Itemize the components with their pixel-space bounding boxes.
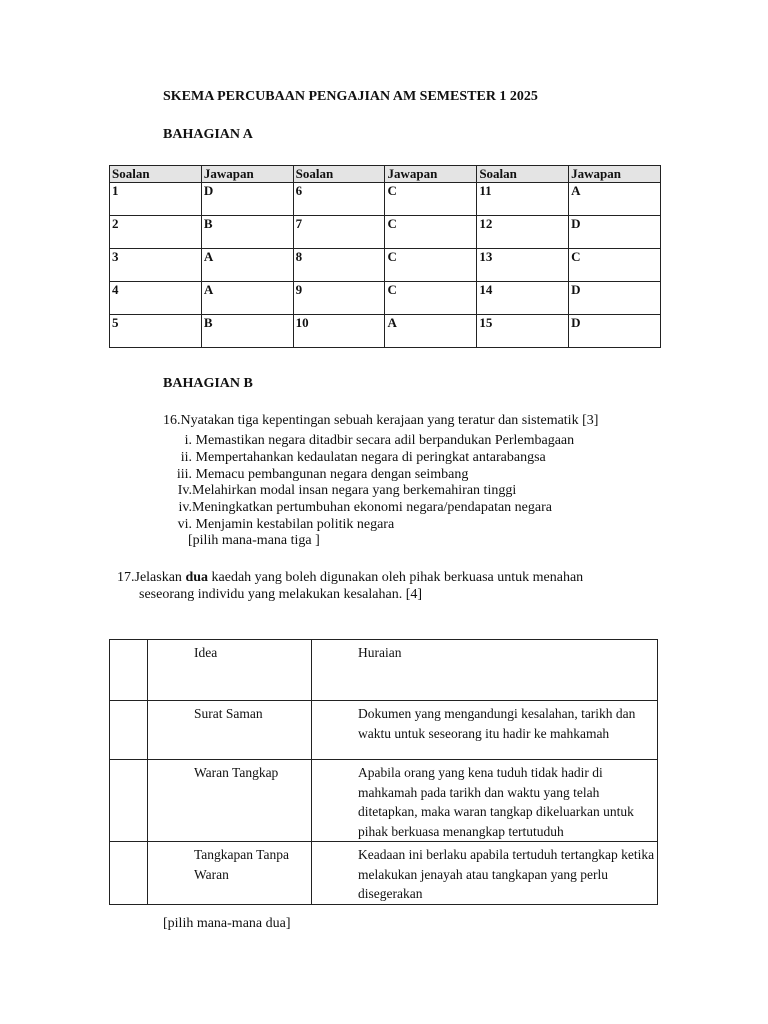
idea-cell: Surat Saman	[148, 701, 312, 760]
header-jawapan: Jawapan	[569, 166, 661, 183]
idea-cell: Waran Tangkap	[148, 760, 312, 842]
huraian-cell: Keadaan ini berlaku apabila tertuduh tertangkap ketika melakukan jenayah atau tangkapan yang perlu disegerakan	[312, 842, 658, 905]
page-title: SKEMA PERCUBAAN PENGAJIAN AM SEMESTER 1 2025	[163, 89, 538, 104]
table-row	[110, 315, 661, 348]
answer-letter: A	[201, 282, 293, 315]
table-row	[110, 842, 658, 905]
question-number: 11	[477, 183, 569, 216]
table-row	[110, 701, 658, 760]
header-soalan: Soalan	[477, 166, 569, 183]
list-item-number: iii.	[176, 466, 192, 482]
idea-huraian-table	[109, 639, 658, 905]
question-17-prefix: 17.Jelaskan	[117, 570, 186, 585]
question-number: 7	[293, 216, 385, 249]
question-number: 10	[293, 315, 385, 348]
question-17-note: [pilih mana-mana dua]	[163, 916, 291, 931]
question-16-note: [pilih mana-mana tiga ]	[188, 533, 320, 548]
question-16: 16.Nyatakan tiga kepentingan sebuah kerajaan yang teratur dan sistematik [3]	[163, 413, 599, 428]
header-soalan: Soalan	[293, 166, 385, 183]
question-17-emphasis: dua	[185, 570, 209, 585]
list-item-text: Melahirkan modal insan negara yang berkemahiran tinggi	[192, 483, 517, 499]
row-marker-cell	[110, 760, 148, 842]
idea-cell: Tangkapan Tanpa Waran	[148, 842, 312, 905]
section-a-heading: BAHAGIAN A	[163, 127, 253, 142]
question-number: 2	[110, 216, 202, 249]
question-number: 8	[293, 249, 385, 282]
list-item	[163, 450, 574, 467]
answer-letter: D	[201, 183, 293, 216]
answer-letter: B	[201, 216, 293, 249]
question-number: 6	[293, 183, 385, 216]
row-marker-cell	[110, 640, 148, 701]
answer-letter: C	[385, 183, 477, 216]
question-number: 12	[477, 216, 569, 249]
answer-key-table	[109, 165, 661, 348]
header-huraian: Huraian	[312, 640, 658, 701]
list-item-text: Menjamin kestabilan politik negara	[192, 516, 395, 532]
list-item-text: Mempertahankan kedaulatan negara di peringkat antarabangsa	[192, 449, 546, 465]
list-item-number: vi.	[177, 516, 192, 532]
question-number: 4	[110, 282, 202, 315]
section-b-heading: BAHAGIAN B	[163, 376, 253, 391]
table-row	[110, 760, 658, 842]
list-item-number: i.	[184, 433, 192, 448]
list-item-text: Memacu pembangunan negara dengan seimbang	[192, 466, 469, 482]
answer-letter: A	[201, 249, 293, 282]
row-marker-cell	[110, 842, 148, 905]
answer-letter: C	[385, 249, 477, 282]
header-idea: Idea	[148, 640, 312, 701]
table-row	[110, 183, 661, 216]
question-number: 14	[477, 282, 569, 315]
answer-letter: A	[385, 315, 477, 348]
answer-letter: C	[385, 216, 477, 249]
list-item	[163, 517, 574, 534]
question-number: 15	[477, 315, 569, 348]
question-16-answer-list	[163, 433, 574, 534]
header-jawapan: Jawapan	[201, 166, 293, 183]
question-number: 3	[110, 249, 202, 282]
answer-letter: C	[569, 249, 661, 282]
idea-table-header-row	[110, 640, 658, 701]
list-item-number: Iv.	[177, 483, 192, 499]
list-item-text: Memastikan negara ditadbir secara adil berpandukan Perlembagaan	[192, 433, 575, 448]
question-17-line2: seseorang individu yang melakukan kesalahan. [4]	[139, 587, 423, 602]
row-marker-cell	[110, 701, 148, 760]
huraian-cell: Apabila orang yang kena tuduh tidak hadir di mahkamah pada tarikh dan waktu yang telah ditetapkan, maka waran tangkap dikeluarkan untuk pihak berkuasa menangkap tertutuduh	[312, 760, 658, 842]
header-jawapan: Jawapan	[385, 166, 477, 183]
list-item-number: ii.	[180, 449, 192, 465]
question-number: 9	[293, 282, 385, 315]
list-item	[163, 483, 574, 500]
list-item-number: iv.	[178, 500, 192, 516]
table-row	[110, 282, 661, 315]
answer-letter: D	[569, 282, 661, 315]
table-row	[110, 216, 661, 249]
answer-letter: A	[569, 183, 661, 216]
answer-letter: D	[569, 216, 661, 249]
answer-letter: D	[569, 315, 661, 348]
huraian-cell: Dokumen yang mengandungi kesalahan, tarikh dan waktu untuk seseorang itu hadir ke mahkamah	[312, 701, 658, 760]
question-number: 1	[110, 183, 202, 216]
answer-letter: C	[385, 282, 477, 315]
list-item	[163, 500, 574, 517]
question-number: 13	[477, 249, 569, 282]
header-soalan: Soalan	[110, 166, 202, 183]
question-number: 5	[110, 315, 202, 348]
list-item-text: Meningkatkan pertumbuhan ekonomi negara/pendapatan negara	[192, 500, 552, 516]
list-item	[163, 433, 574, 450]
answer-letter: B	[201, 315, 293, 348]
table-row	[110, 249, 661, 282]
question-17	[117, 569, 677, 603]
answer-key-header-row	[110, 166, 661, 183]
list-item	[163, 467, 574, 484]
question-17-line1: kaedah yang boleh digunakan oleh pihak berkuasa untuk menahan	[208, 570, 584, 585]
